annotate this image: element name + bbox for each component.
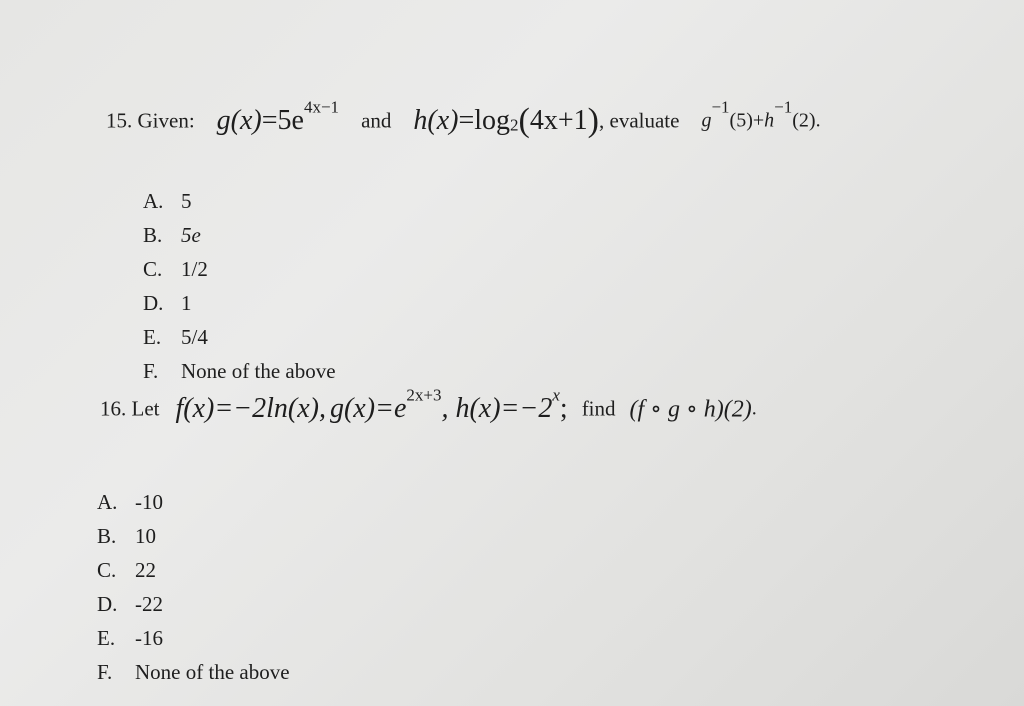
option-letter: A.: [97, 490, 118, 514]
option-text: 5/4: [181, 325, 208, 349]
g-function-base: 5e: [277, 105, 304, 136]
question-16-number: 16. Let: [100, 396, 160, 421]
log-operator: log: [474, 105, 511, 136]
option-text: 5: [181, 189, 192, 213]
h-function-lhs: h(x): [413, 105, 459, 136]
equals-sign: =: [261, 105, 278, 136]
option-15-c: [143, 252, 336, 286]
question-16: [100, 385, 757, 453]
and-word: and: [361, 108, 392, 133]
question-15-number: 15. Given:: [106, 108, 195, 133]
option-16-b: [97, 519, 290, 553]
option-letter: D.: [143, 291, 164, 315]
option-16-d: [97, 587, 290, 621]
evaluate-word: , evaluate: [599, 108, 680, 133]
semicolon: ;: [559, 393, 568, 424]
g-inverse-argument: (5): [729, 109, 753, 132]
h-function-definition: , h(x)=−2: [441, 393, 553, 424]
option-16-a: [97, 485, 290, 519]
option-text: 5e: [181, 223, 201, 247]
equals-sign: =: [458, 105, 475, 136]
option-letter: B.: [97, 524, 117, 548]
option-letter: F.: [143, 359, 159, 383]
g-inverse-exponent: −1: [711, 97, 730, 117]
option-letter: C.: [97, 558, 117, 582]
option-letter: E.: [143, 325, 162, 349]
option-15-f: [143, 354, 336, 388]
option-letter: C.: [143, 257, 163, 281]
h-function-exponent: x: [552, 385, 560, 405]
g-inverse: g: [701, 109, 712, 132]
h-inverse: h: [764, 109, 775, 132]
plus-sign: +: [752, 109, 765, 132]
h-inverse-exponent: −1: [774, 97, 793, 117]
composition-expression: (f ∘ g ∘ h)(2): [629, 396, 752, 423]
option-letter: D.: [97, 592, 118, 616]
option-text: 10: [135, 524, 156, 548]
option-letter: A.: [143, 189, 164, 213]
f-function-definition: f(x)=−2ln(x),: [175, 393, 326, 424]
g-function-definition: g(x)=e: [329, 393, 407, 424]
question-15: 15. Given: $g(x)=5e^{4x-1}$ and $h(x)=\log_2(4x+1)$, evaluate $g^{-1}(5)+h^{-1}(2)$.: [106, 97, 821, 139]
option-text: None of the above: [181, 359, 336, 383]
option-15-d: [143, 286, 336, 320]
option-text: -22: [135, 592, 163, 616]
find-word: find: [581, 396, 616, 421]
option-15-e: [143, 320, 336, 354]
option-text: None of the above: [135, 660, 290, 684]
h-inverse-argument: (2): [792, 109, 816, 132]
option-16-f: [97, 655, 290, 689]
g-function-exponent: 4x−1: [303, 97, 340, 117]
period: .: [815, 109, 821, 132]
question-15-options: [143, 184, 336, 388]
g-function-exponent: 2x+3: [406, 385, 442, 405]
option-text: 1: [181, 291, 192, 315]
h-function-argument: 4x+1: [529, 105, 588, 136]
option-text: -10: [135, 490, 163, 514]
option-letter: F.: [97, 660, 113, 684]
option-text: 1/2: [181, 257, 208, 281]
question-16-options: [97, 485, 290, 689]
option-letter: B.: [143, 223, 163, 247]
option-15-a: [143, 184, 336, 218]
option-text: 22: [135, 558, 156, 582]
option-letter: E.: [97, 626, 116, 650]
log-base: 2: [510, 115, 519, 135]
g-function-lhs: g(x): [216, 105, 262, 136]
option-text: -16: [135, 626, 163, 650]
option-16-e: [97, 621, 290, 655]
period: .: [751, 397, 757, 420]
option-15-b: [143, 218, 336, 252]
option-16-c: [97, 553, 290, 587]
